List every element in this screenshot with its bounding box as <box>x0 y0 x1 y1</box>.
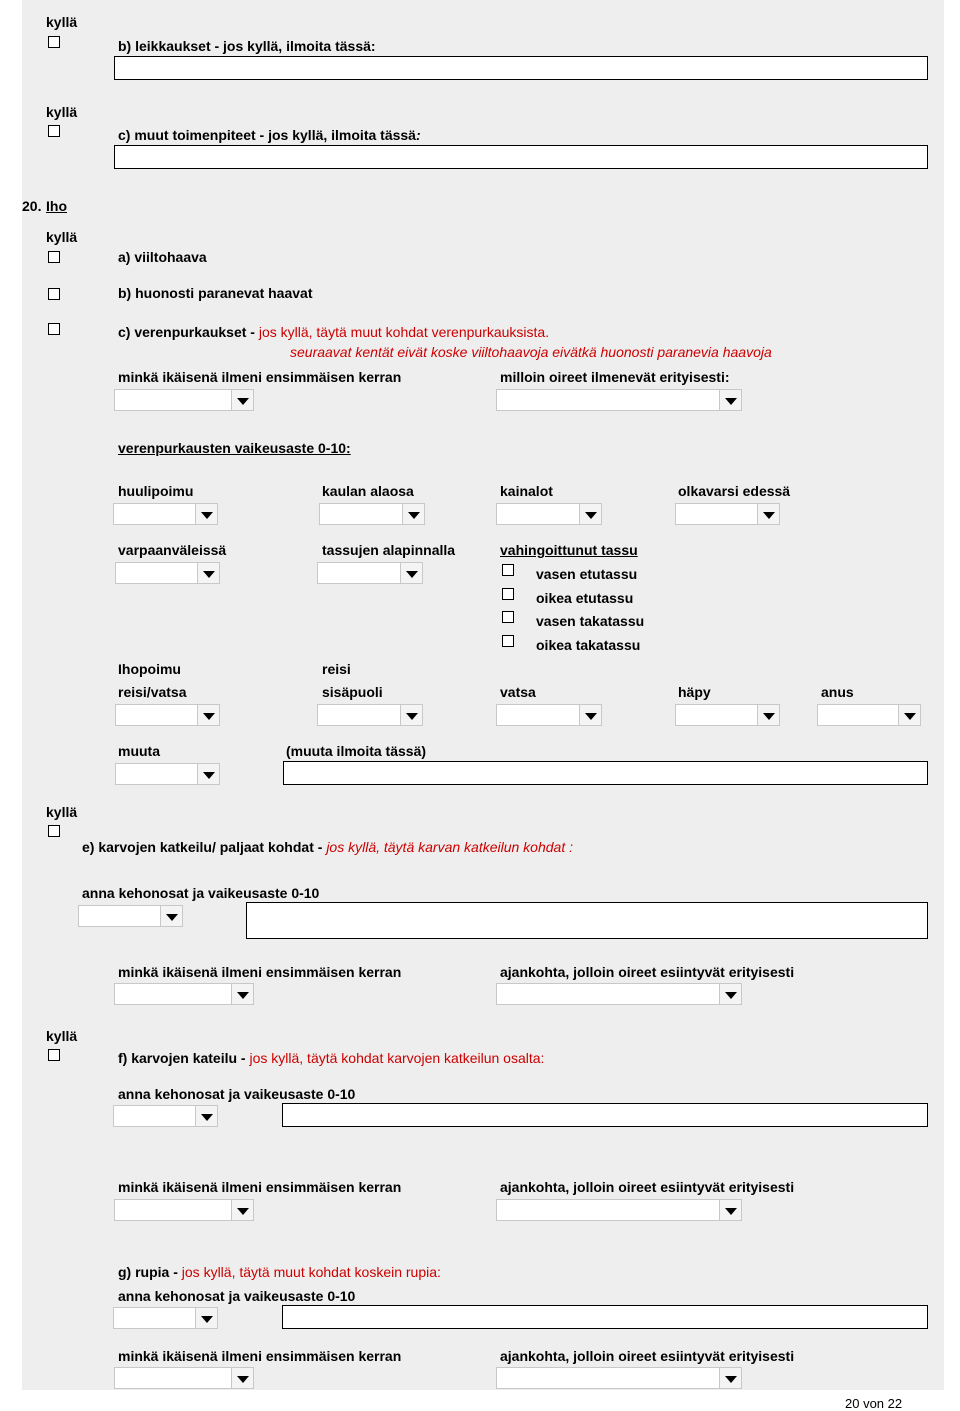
kainalot-select[interactable] <box>496 503 602 525</box>
reisi-vatsa-select[interactable] <box>115 704 220 726</box>
rupia-label: g) rupia - jos kyllä, täytä muut kohdat koskein rupia: <box>118 1264 441 1280</box>
huulipoimu-label: huulipoimu <box>118 483 194 499</box>
viiltohaava-checkbox[interactable] <box>48 251 60 263</box>
bodyparts-input[interactable] <box>246 902 928 939</box>
bodyparts-select[interactable] <box>113 1105 218 1127</box>
muuta-note-label: (muuta ilmoita tässä) <box>286 743 427 759</box>
section-title: Iho <box>46 198 67 214</box>
chevron-down-icon <box>720 983 742 1005</box>
karvojen-katkeilu-label: e) karvojen katkeilu/ paljaat kohdat - jos kyllä, täytä karvan katkeilun kohdat : <box>82 839 573 855</box>
when-symptoms-select[interactable] <box>496 1199 742 1221</box>
bodyparts-label: anna kehonosat ja vaikeusaste 0-10 <box>118 1086 356 1102</box>
chevron-down-icon <box>758 503 780 525</box>
chevron-down-icon <box>198 704 220 726</box>
reisi-label: reisi <box>322 661 351 677</box>
karvojen-kateilu-checkbox[interactable] <box>48 1049 60 1061</box>
bodyparts-select[interactable] <box>78 905 183 927</box>
leikkaukset-input[interactable] <box>114 56 928 80</box>
kainalot-label: kainalot <box>500 483 553 499</box>
first-age-select[interactable] <box>114 1367 254 1389</box>
leikkaukset-label: b) leikkaukset - jos kyllä, ilmoita tässä: <box>118 38 376 54</box>
chevron-down-icon <box>758 704 780 726</box>
leikkaukset-checkbox[interactable] <box>48 36 60 48</box>
oikea-takatassu-checkbox[interactable] <box>502 635 514 647</box>
chevron-down-icon <box>232 983 254 1005</box>
chevron-down-icon <box>232 389 254 411</box>
chevron-down-icon <box>196 1105 218 1127</box>
anus-select[interactable] <box>817 704 921 726</box>
when-symptoms-label: milloin oireet ilmenevät erityisesti: <box>500 369 730 385</box>
when-symptoms-label: ajankohta, jolloin oireet esiintyvät erityisesti <box>500 1179 795 1195</box>
chevron-down-icon <box>196 503 218 525</box>
varpaanvaleissa-label: varpaanväleissä <box>118 542 227 558</box>
vasen-etutassu-checkbox[interactable] <box>502 564 514 576</box>
hapy-label: häpy <box>678 684 711 700</box>
first-age-select[interactable] <box>114 389 254 411</box>
chevron-down-icon <box>161 905 183 927</box>
muut-toimenpiteet-checkbox[interactable] <box>48 125 60 137</box>
tassujen-select[interactable] <box>317 562 423 584</box>
chevron-down-icon <box>401 704 423 726</box>
verenpurkaukset-checkbox[interactable] <box>48 323 60 335</box>
vasen-takatassu-checkbox[interactable] <box>502 611 514 623</box>
muuta-input[interactable] <box>283 761 928 785</box>
yes-label: kyllä <box>46 804 78 820</box>
severity-heading: verenpurkausten vaikeusaste 0-10: <box>118 440 351 456</box>
chevron-down-icon <box>198 562 220 584</box>
muuta-select[interactable] <box>115 763 220 785</box>
first-age-label: minkä ikäisenä ilmeni ensimmäisen kerran <box>118 1179 402 1195</box>
chevron-down-icon <box>720 389 742 411</box>
oikea-etutassu-checkbox[interactable] <box>502 588 514 600</box>
ihopoimu-label: Ihopoimu <box>118 661 181 677</box>
anus-label: anus <box>821 684 854 700</box>
first-age-select[interactable] <box>114 983 254 1005</box>
olkavarsi-select[interactable] <box>675 503 780 525</box>
muut-toimenpiteet-input[interactable] <box>114 145 928 169</box>
chevron-down-icon <box>196 1307 218 1329</box>
chevron-down-icon <box>720 1199 742 1221</box>
bodyparts-select[interactable] <box>113 1307 218 1329</box>
chevron-down-icon <box>899 704 921 726</box>
yes-label: kyllä <box>46 104 78 120</box>
when-symptoms-label: ajankohta, jolloin oireet esiintyvät erityisesti <box>500 1348 795 1364</box>
vasen-etutassu-label: vasen etutassu <box>536 566 638 582</box>
chevron-down-icon <box>720 1367 742 1389</box>
first-age-label: minkä ikäisenä ilmeni ensimmäisen kerran <box>118 369 402 385</box>
when-symptoms-select[interactable] <box>496 1367 742 1389</box>
reisi-vatsa-label: reisi/vatsa <box>118 684 187 700</box>
first-age-select[interactable] <box>114 1199 254 1221</box>
when-symptoms-select[interactable] <box>496 389 742 411</box>
karvojen-kateilu-label: f) karvojen kateilu - jos kyllä, täytä kohdat karvojen katkeilun osalta: <box>118 1050 545 1066</box>
bodyparts-input[interactable] <box>282 1103 928 1127</box>
huulipoimu-select[interactable] <box>113 503 218 525</box>
viiltohaava-label: a) viiltohaava <box>118 249 207 265</box>
first-age-label: minkä ikäisenä ilmeni ensimmäisen kerran <box>118 1348 402 1364</box>
sisapuoli-label: sisäpuoli <box>322 684 383 700</box>
chevron-down-icon <box>580 704 602 726</box>
chevron-down-icon <box>403 503 425 525</box>
huonosti-paranevat-label: b) huonosti paranevat haavat <box>118 285 313 301</box>
yes-label: kyllä <box>46 1028 78 1044</box>
bodyparts-label: anna kehonosat ja vaikeusaste 0-10 <box>82 885 320 901</box>
muut-toimenpiteet-label: c) muut toimenpiteet - jos kyllä, ilmoita tässä: <box>118 127 421 143</box>
when-symptoms-label: ajankohta, jolloin oireet esiintyvät erityisesti <box>500 964 795 980</box>
verenpurkaukset-label: c) verenpurkaukset - jos kyllä, täytä muut kohdat verenpurkauksista. <box>118 324 550 340</box>
chevron-down-icon <box>198 763 220 785</box>
vasen-takatassu-label: vasen takatassu <box>536 613 645 629</box>
when-symptoms-select[interactable] <box>496 983 742 1005</box>
chevron-down-icon <box>580 503 602 525</box>
yes-label: kyllä <box>46 14 78 30</box>
section-number: 20. <box>22 198 42 214</box>
vatsa-select[interactable] <box>496 704 602 726</box>
kaulan-alaosa-select[interactable] <box>319 503 425 525</box>
page-number: 20 von 22 <box>845 1396 903 1411</box>
first-age-label: minkä ikäisenä ilmeni ensimmäisen kerran <box>118 964 402 980</box>
oikea-etutassu-label: oikea etutassu <box>536 590 634 606</box>
vatsa-label: vatsa <box>500 684 536 700</box>
muuta-label: muuta <box>118 743 160 759</box>
sisapuoli-select[interactable] <box>317 704 423 726</box>
karvojen-katkeilu-checkbox[interactable] <box>48 825 60 837</box>
varpaanvaleissa-select[interactable] <box>115 562 220 584</box>
huonosti-paranevat-checkbox[interactable] <box>48 288 60 300</box>
tassujen-label: tassujen alapinnalla <box>322 542 456 558</box>
olkavarsi-label: olkavarsi edessä <box>678 483 791 499</box>
bodyparts-input[interactable] <box>282 1305 928 1329</box>
kaulan-alaosa-label: kaulan alaosa <box>322 483 414 499</box>
bodyparts-label: anna kehonosat ja vaikeusaste 0-10 <box>118 1288 356 1304</box>
vahingoittunut-label: vahingoittunut tassu <box>500 542 638 558</box>
hapy-select[interactable] <box>675 704 780 726</box>
chevron-down-icon <box>232 1199 254 1221</box>
chevron-down-icon <box>232 1367 254 1389</box>
note-text: seuraavat kentät eivät koske viiltohaavoja eivätkä huonosti paranevia haavoja <box>290 344 772 360</box>
oikea-takatassu-label: oikea takatassu <box>536 637 641 653</box>
yes-label: kyllä <box>46 229 78 245</box>
chevron-down-icon <box>401 562 423 584</box>
